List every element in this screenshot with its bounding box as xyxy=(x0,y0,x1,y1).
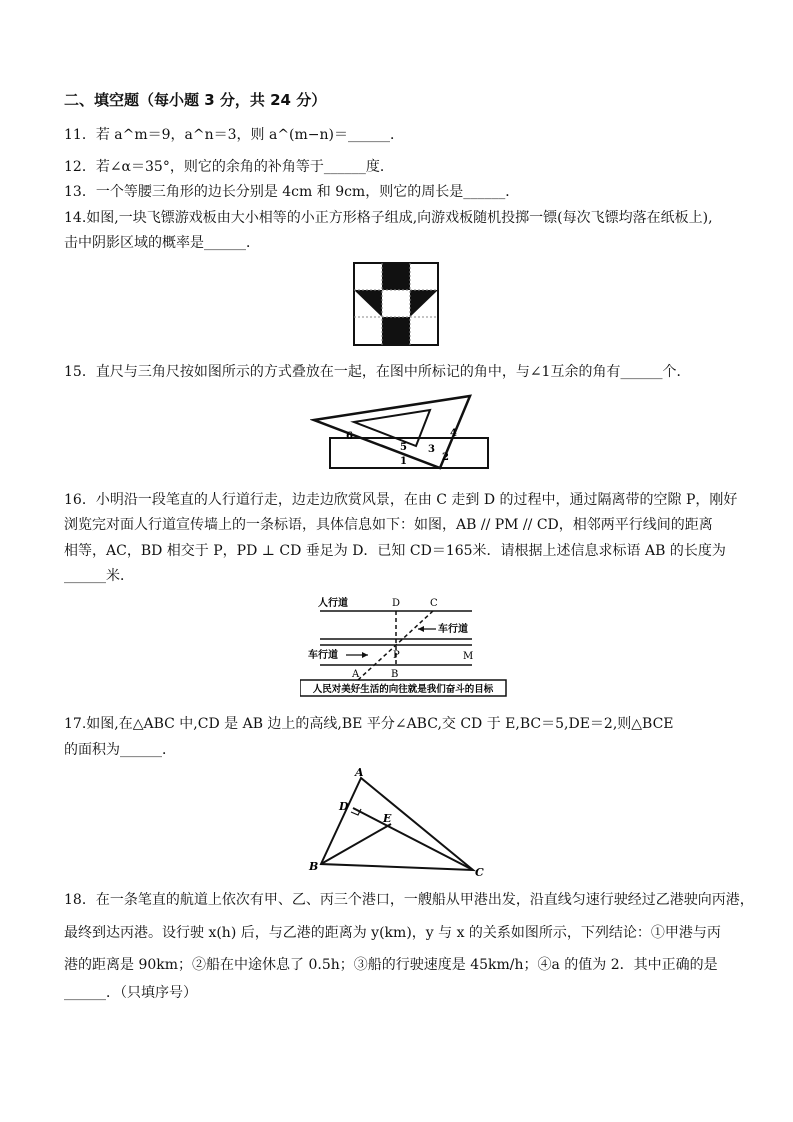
question-18-line-2: 最终到达丙港。设行驶 x(h) 后，与乙港的距离为 y(km)，y 与 x 的关系如图所示，下列结论：①甲港与丙 xyxy=(64,925,721,941)
question-14-line-2: 击中阴影区域的概率是______． xyxy=(64,235,260,251)
label-C: C xyxy=(475,866,484,878)
question-18-line-1: 18．在一条笔直的航道上依次有甲、乙、丙三个港口，一艘船从甲港出发，沿直线匀速行驶经过乙港驶向丙港， xyxy=(64,892,754,908)
angle-label-6: 6 xyxy=(346,431,353,442)
question-12: 12．若∠α＝35°，则它的余角的补角等于______度． xyxy=(64,159,394,175)
question-15: 15．直尺与三角尺按如图所示的方式叠放在一起，在图中所标记的角中，与∠1互余的角有______个． xyxy=(64,364,691,380)
angle-label-4: 4 xyxy=(450,428,457,439)
label-roadway-right: 车行道 xyxy=(438,624,468,635)
question-18-line-3: 港的距离是 90km；②船在中途休息了 0.5h；③船的行驶速度是 45km/h；④a 的值为 2．其中正确的是 xyxy=(64,957,718,973)
label-A: A xyxy=(352,669,360,680)
label-D: D xyxy=(392,598,401,609)
shaded-cell-top xyxy=(382,263,410,290)
question-18-line-4: ______．（只填序号） xyxy=(64,985,197,1001)
sidewalk-figure xyxy=(300,596,510,700)
label-D: D xyxy=(339,800,349,813)
shaded-cell-bottom xyxy=(382,317,410,345)
angle-label-3: 3 xyxy=(428,444,435,455)
question-13: 13．一个等腰三角形的边长分别是 4cm 和 9cm，则它的周长是______． xyxy=(64,184,520,200)
line-BE xyxy=(321,824,391,864)
question-11: 11．若 a^m＝9，a^n＝3，则 a^(m−n)＝______． xyxy=(64,127,404,143)
question-16-line-3: 相等，AC，BD 相交于 P，PD ⊥ CD 垂足为 D．已知 CD＝165米．请根据上述信息求标语 AB 的长度为 xyxy=(64,543,726,559)
question-17-line-1: 17.如图,在△ABC 中,CD 是 AB 边上的高线,BE 平分∠ABC,交 CD 于 E,BC＝5,DE＝2,则△BCE xyxy=(64,716,674,732)
angle-label-5: 5 xyxy=(400,442,407,453)
section-title: 二、填空题（每小题 3 分，共 24 分） xyxy=(64,91,327,109)
label-C: C xyxy=(430,598,438,609)
question-17-line-2: 的面积为______． xyxy=(64,742,176,758)
label-slogan: 人民对美好生活的向往就是我们奋斗的目标 xyxy=(312,684,494,695)
label-E: E xyxy=(383,812,392,825)
ruler-triangle-figure xyxy=(310,392,490,472)
label-B: B xyxy=(309,860,319,873)
question-16-line-1: 16．小明沿一段笔直的人行道行走，边走边欣赏风景，在由 C 走到 D 的过程中，通过隔离带的空隙 P，刚好 xyxy=(64,492,738,508)
label-roadway-left: 车行道 xyxy=(308,650,338,661)
triangle-ABC-figure xyxy=(305,764,495,878)
triangle-ABC xyxy=(321,778,473,870)
label-B: B xyxy=(391,669,399,680)
line-CD xyxy=(353,808,473,870)
question-14-line-1: 14.如图,一块飞镖游戏板由大小相等的小正方形格子组成,向游戏板随机投掷一镖(每次飞镖均落在纸板上), xyxy=(64,210,713,226)
label-M: M xyxy=(463,651,474,662)
angle-label-1: 1 xyxy=(400,456,407,467)
angle-label-2: 2 xyxy=(442,452,449,463)
dartboard-figure xyxy=(353,262,439,346)
label-sidewalk: 人行道 xyxy=(318,598,348,609)
question-16-line-2: 浏览完对面人行道宣传墙上的一条标语，具体信息如下：如图，AB // PM // CD，相邻两平行线间的距离 xyxy=(64,517,713,533)
label-P: P xyxy=(393,650,400,661)
label-A: A xyxy=(355,766,364,779)
question-16-line-4: ______米． xyxy=(64,568,134,584)
